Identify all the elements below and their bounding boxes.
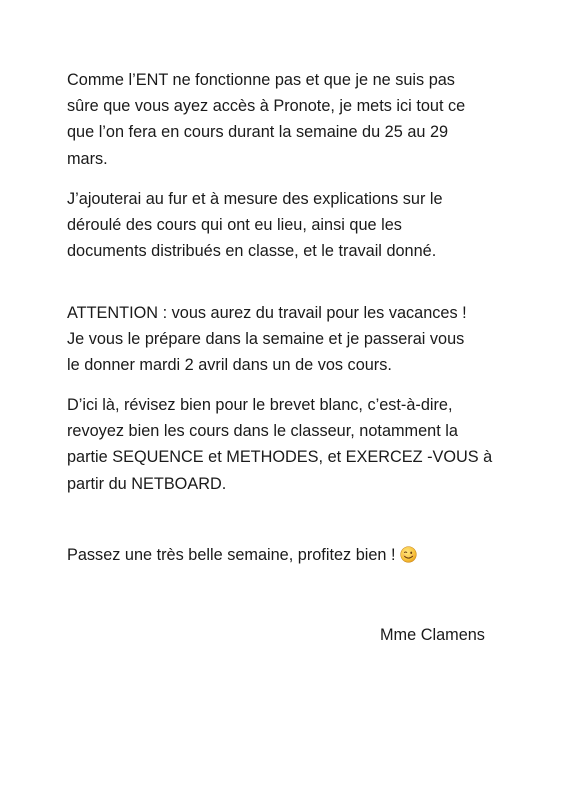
text-line: ATTENTION : vous aurez du travail pour les vacances ! (67, 304, 467, 322)
text-line: partir du NETBOARD. (67, 474, 227, 493)
text-line: le donner mardi 2 avril dans un de vos cours. (67, 356, 392, 375)
text-line: que l’on fera en cours durant la semaine du 25 au 29 (67, 123, 449, 142)
paragraph-explanations (67, 186, 527, 265)
text-line: Je vous le prépare dans la semaine et je passerai vous (67, 330, 465, 349)
text-line: revoyez bien les cours dans le classeur, notamment la (67, 422, 458, 441)
winking-smiley-icon (400, 546, 417, 563)
text-line: déroulé des cours qui ont eu lieu, ainsi que les (67, 216, 402, 235)
text-line: Comme l’ENT ne fonctionne pas et que je ne suis pas (67, 71, 455, 89)
closing-line (67, 542, 527, 568)
paragraph-attention (67, 300, 527, 379)
signature: Mme Clamens (380, 626, 485, 644)
text-line: partie SEQUENCE et METHODES, et EXERCEZ -VOUS à (67, 448, 493, 467)
text-line: mars. (67, 149, 108, 168)
closing-text: Passez une très belle semaine, profitez bien ! (67, 546, 396, 564)
text-line: D’ici là, révisez bien pour le brevet blanc, c’est-à-dire, (67, 396, 453, 414)
text-line: documents distribués en classe, et le travail donné. (67, 242, 437, 261)
text-line: sûre que vous ayez accès à Pronote, je mets ici tout ce (67, 97, 466, 116)
paragraph-closing (67, 542, 527, 568)
paragraph-intro (67, 67, 527, 172)
text-line: J’ajouterai au fur et à mesure des explications sur le (67, 190, 443, 208)
paragraph-revision (67, 392, 527, 497)
